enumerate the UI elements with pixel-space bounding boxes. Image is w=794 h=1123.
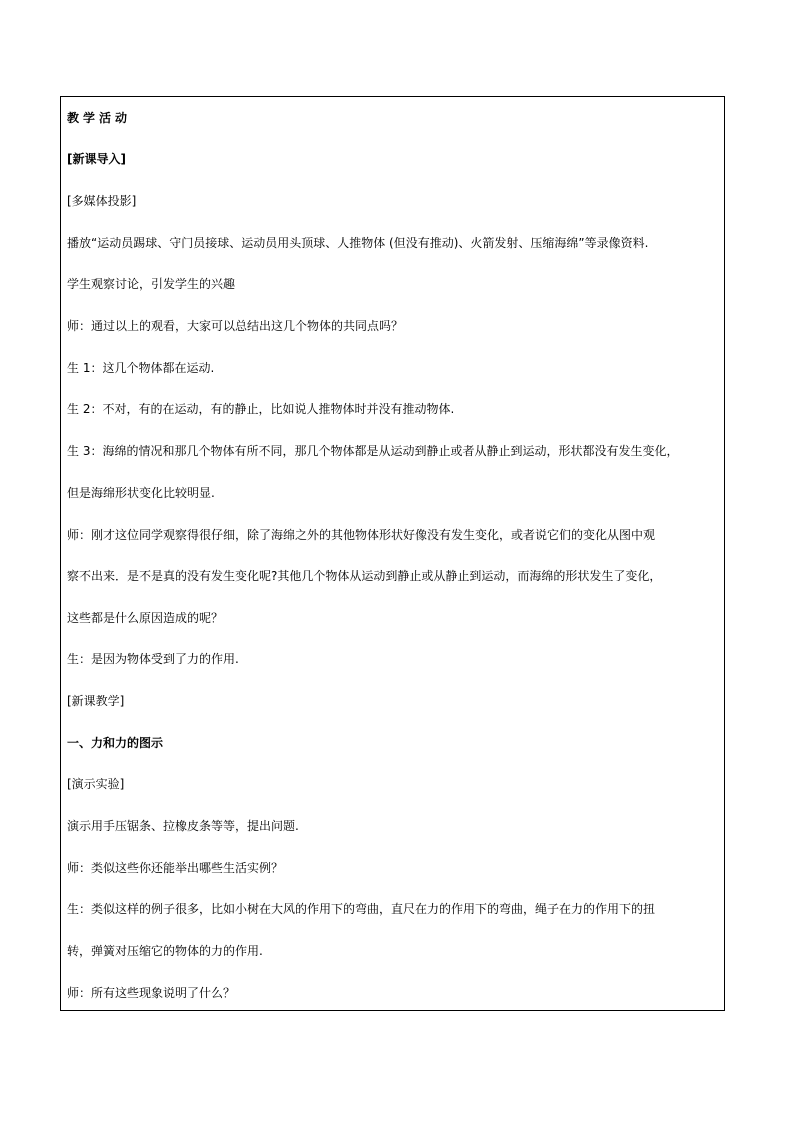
paragraph-student-examples-line-1: 生：类似这样的例子很多，比如小树在大风的作用下的弯曲，直尺在力的作用下的弯曲，绳子在力的作用下的扭 <box>67 902 656 916</box>
paragraph-teacher-question-3: 师：类似这些你还能举出哪些生活实例？ <box>67 861 284 875</box>
section-heading-new-lesson-intro: [新课导入] <box>67 152 126 166</box>
paragraph-play-video: 播放“运动员踢球、守门员接球、运动员用头顶球、人推物体 (但没有推动)、火箭发射、压缩海绵”等录像资料. <box>67 236 649 250</box>
paragraph-student-3-line-2: 但是海绵形状变化比较明显. <box>67 486 215 500</box>
paragraph-new-lesson-teaching: [新课教学] <box>67 694 125 708</box>
paragraph-students-discuss: 学生观察讨论，引发学生的兴趣 <box>67 277 236 291</box>
paragraph-teacher-2-line-2: 察不出来．是不是真的没有发生变化呢?其他几个物体从运动到静止或从静止到运动，而海绵的形状发生了变化， <box>67 569 662 583</box>
paragraph-demo-description: 演示用手压锯条、拉橡皮条等等，提出问题. <box>67 819 299 833</box>
paragraph-student-2: 生 2：不对，有的在运动，有的静止，比如说人推物体时并没有推动物体. <box>67 402 455 416</box>
section-heading-force-diagram: 一、力和力的图示 <box>67 736 164 750</box>
paragraph-teacher-2-line-1: 师：刚才这位同学观察得很仔细，除了海绵之外的其他物体形状好像没有发生变化，或者说它们的变化从图中观 <box>67 528 656 542</box>
paragraph-teacher-question-4: 师：所有这些现象说明了什么？ <box>67 986 236 1000</box>
paragraph-student-3-line-1: 生 3：海绵的情况和那几个物体有所不同，那几个物体都是从运动到静止或者从静止到运动，形状都没有发生变化， <box>67 444 679 458</box>
paragraph-multimedia-projection: [多媒体投影] <box>67 194 137 208</box>
paragraph-student-examples-line-2: 转，弹簧对压缩它的物体的力的作用. <box>67 944 263 958</box>
paragraph-demo-experiment: [演示实验] <box>67 777 125 791</box>
paragraph-student-answer-force: 生：是因为物体受到了力的作用. <box>67 652 239 666</box>
paragraph-student-1: 生 1：这几个物体都在运动. <box>67 361 215 375</box>
section-heading-teaching-activity: 教学活动 <box>67 111 132 125</box>
paragraph-teacher-question-1: 师：通过以上的观看，大家可以总结出这几个物体的共同点吗？ <box>67 319 404 333</box>
paragraph-teacher-2-line-3: 这些都是什么原因造成的呢？ <box>67 611 224 625</box>
